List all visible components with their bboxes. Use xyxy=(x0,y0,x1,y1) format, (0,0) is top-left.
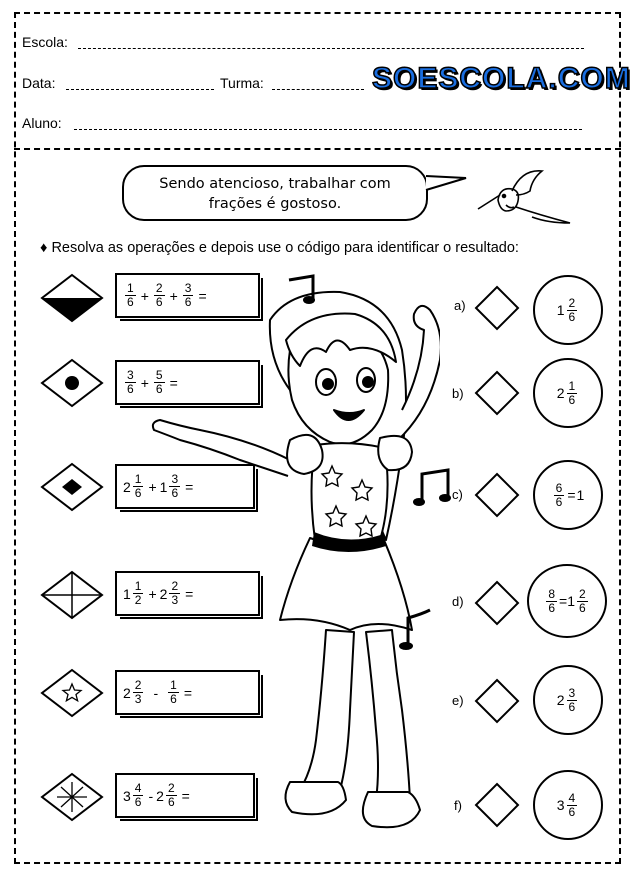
denominator: 6 xyxy=(578,600,586,615)
bubble-line-2: frações é gostoso. xyxy=(208,196,342,212)
music-note-icon xyxy=(285,272,321,308)
option-c-circle xyxy=(533,460,603,530)
option-e-answer-diamond[interactable] xyxy=(474,678,520,724)
frac xyxy=(169,473,180,500)
bubble-line-1: Sendo atencioso, trabalhar com xyxy=(159,176,391,192)
site-logo: SOESCOLA.COM xyxy=(372,62,631,95)
frac xyxy=(133,679,144,706)
bullet-icon: ♦ xyxy=(40,240,48,256)
numerator: 3 xyxy=(127,368,134,382)
option-c-label: c) xyxy=(452,487,463,502)
frac xyxy=(554,482,565,509)
frac xyxy=(577,588,588,615)
problem-5-box xyxy=(115,670,260,715)
instruction xyxy=(40,240,519,256)
denominator: 6 xyxy=(127,382,134,396)
denominator: 6 xyxy=(184,295,192,309)
whole-number: 2 xyxy=(123,478,131,495)
half-filled-diamond-icon xyxy=(40,273,104,323)
result-number: 1 xyxy=(576,487,585,503)
denominator: 6 xyxy=(568,392,576,407)
problem-4-box xyxy=(115,571,260,616)
option-e-circle xyxy=(533,665,603,735)
numerator: 2 xyxy=(578,586,586,601)
cross-diamond-icon xyxy=(40,570,104,620)
operator: + xyxy=(140,287,149,304)
operator: - xyxy=(148,787,154,804)
option-e-label: e) xyxy=(452,693,464,708)
problem-6-box xyxy=(115,773,255,818)
frac xyxy=(166,782,177,809)
denominator: 6 xyxy=(555,494,563,509)
equals: = xyxy=(169,374,178,391)
class-field[interactable] xyxy=(272,89,364,90)
frac xyxy=(133,473,144,500)
whole-number: 1 xyxy=(567,593,575,609)
denominator: 6 xyxy=(170,692,177,706)
whole-number: 1 xyxy=(159,478,168,495)
operator: - xyxy=(153,684,159,701)
school-field[interactable] xyxy=(78,48,584,49)
numerator: 5 xyxy=(155,368,163,382)
frac xyxy=(154,282,165,309)
option-f-circle xyxy=(533,770,603,840)
denominator: 6 xyxy=(568,699,576,714)
numerator: 1 xyxy=(170,678,177,692)
double-music-note-icon xyxy=(412,466,456,510)
numerator: 2 xyxy=(167,781,175,795)
operator: + xyxy=(169,287,178,304)
option-b-answer-diamond[interactable] xyxy=(474,370,520,416)
student-field[interactable] xyxy=(74,129,582,130)
whole-number: 1 xyxy=(123,585,131,602)
date-field[interactable] xyxy=(66,89,214,90)
numerator: 1 xyxy=(134,472,142,486)
numerator: 2 xyxy=(171,579,179,593)
numerator: 2 xyxy=(134,678,142,692)
frac xyxy=(567,380,578,407)
denominator: 6 xyxy=(568,309,576,324)
problem-2-box xyxy=(115,360,260,405)
denominator: 6 xyxy=(568,804,576,819)
whole-number: 1 xyxy=(556,302,565,318)
school-label: Escola: xyxy=(22,34,68,50)
whole-number: 2 xyxy=(156,787,164,804)
date-label: Data: xyxy=(22,75,56,91)
numerator: 1 xyxy=(134,579,142,593)
equals: = xyxy=(181,787,190,804)
denominator: 6 xyxy=(167,795,175,809)
numerator: 3 xyxy=(184,281,192,295)
numerator: 2 xyxy=(155,281,163,295)
asterisk-diamond-icon xyxy=(40,772,104,822)
inner-diamond-icon xyxy=(40,462,104,512)
numerator: 3 xyxy=(171,472,179,486)
option-f-label: f) xyxy=(454,798,462,813)
frac xyxy=(125,282,136,309)
option-a-circle xyxy=(533,275,603,345)
option-d-answer-diamond[interactable] xyxy=(474,580,520,626)
whole-number: 2 xyxy=(556,385,565,401)
instruction-text: Resolva as operações e depois use o código para identificar o resultado: xyxy=(51,240,519,256)
equals: = xyxy=(185,478,194,495)
frac xyxy=(546,588,557,615)
frac xyxy=(125,369,136,396)
option-a-answer-diamond[interactable] xyxy=(474,285,520,331)
option-d-label: d) xyxy=(452,594,464,609)
star-diamond-icon xyxy=(40,668,104,718)
bubble-tail-icon xyxy=(420,172,470,202)
whole-number: 3 xyxy=(556,797,565,813)
frac xyxy=(168,679,179,706)
speech-bubble xyxy=(122,165,428,221)
class-label: Turma: xyxy=(220,75,264,91)
whole-number: 2 xyxy=(556,692,565,708)
numerator: 8 xyxy=(548,586,555,601)
operator: + xyxy=(148,585,157,602)
denominator: 6 xyxy=(548,600,555,615)
option-f-answer-diamond[interactable] xyxy=(474,782,520,828)
equals: = xyxy=(567,487,576,503)
denominator: 6 xyxy=(134,486,142,500)
option-a-label: a) xyxy=(454,298,466,313)
denominator: 6 xyxy=(134,795,142,809)
student-label: Aluno: xyxy=(22,115,62,131)
option-d-circle xyxy=(527,564,607,638)
problem-1-box xyxy=(115,273,260,318)
numerator: 6 xyxy=(555,480,563,495)
equals: = xyxy=(559,593,568,609)
equals: = xyxy=(198,287,207,304)
denominator: 6 xyxy=(155,382,163,396)
equals: = xyxy=(183,684,193,701)
frac xyxy=(567,297,578,324)
frac xyxy=(567,687,578,714)
option-b-circle xyxy=(533,358,603,428)
denominator: 6 xyxy=(171,486,179,500)
whole-number: 2 xyxy=(159,585,168,602)
denominator: 3 xyxy=(134,692,142,706)
frac xyxy=(133,782,144,809)
denominator: 6 xyxy=(127,295,134,309)
option-c-answer-diamond[interactable] xyxy=(474,472,520,518)
option-b-label: b) xyxy=(452,386,464,401)
whole-number: 2 xyxy=(123,684,131,701)
numerator: 1 xyxy=(127,281,134,295)
dot-diamond-icon xyxy=(40,358,104,408)
frac xyxy=(169,580,180,607)
numerator: 2 xyxy=(568,295,576,310)
frac xyxy=(154,369,165,396)
denominator: 6 xyxy=(155,295,163,309)
header-divider xyxy=(14,148,621,150)
frac xyxy=(567,792,578,819)
girl-illustration xyxy=(140,270,440,860)
frac xyxy=(133,580,144,607)
music-note-2-icon xyxy=(398,608,438,652)
denominator: 3 xyxy=(171,593,179,607)
hummingbird-icon xyxy=(470,165,580,235)
denominator: 2 xyxy=(134,593,142,607)
numerator: 4 xyxy=(568,790,576,805)
equals: = xyxy=(185,585,194,602)
numerator: 3 xyxy=(568,685,576,700)
whole-number: 3 xyxy=(123,787,131,804)
frac xyxy=(183,282,194,309)
operator: + xyxy=(140,374,149,391)
numerator: 1 xyxy=(568,378,576,393)
numerator: 4 xyxy=(134,781,142,795)
problem-3-box xyxy=(115,464,255,509)
operator: + xyxy=(148,478,157,495)
